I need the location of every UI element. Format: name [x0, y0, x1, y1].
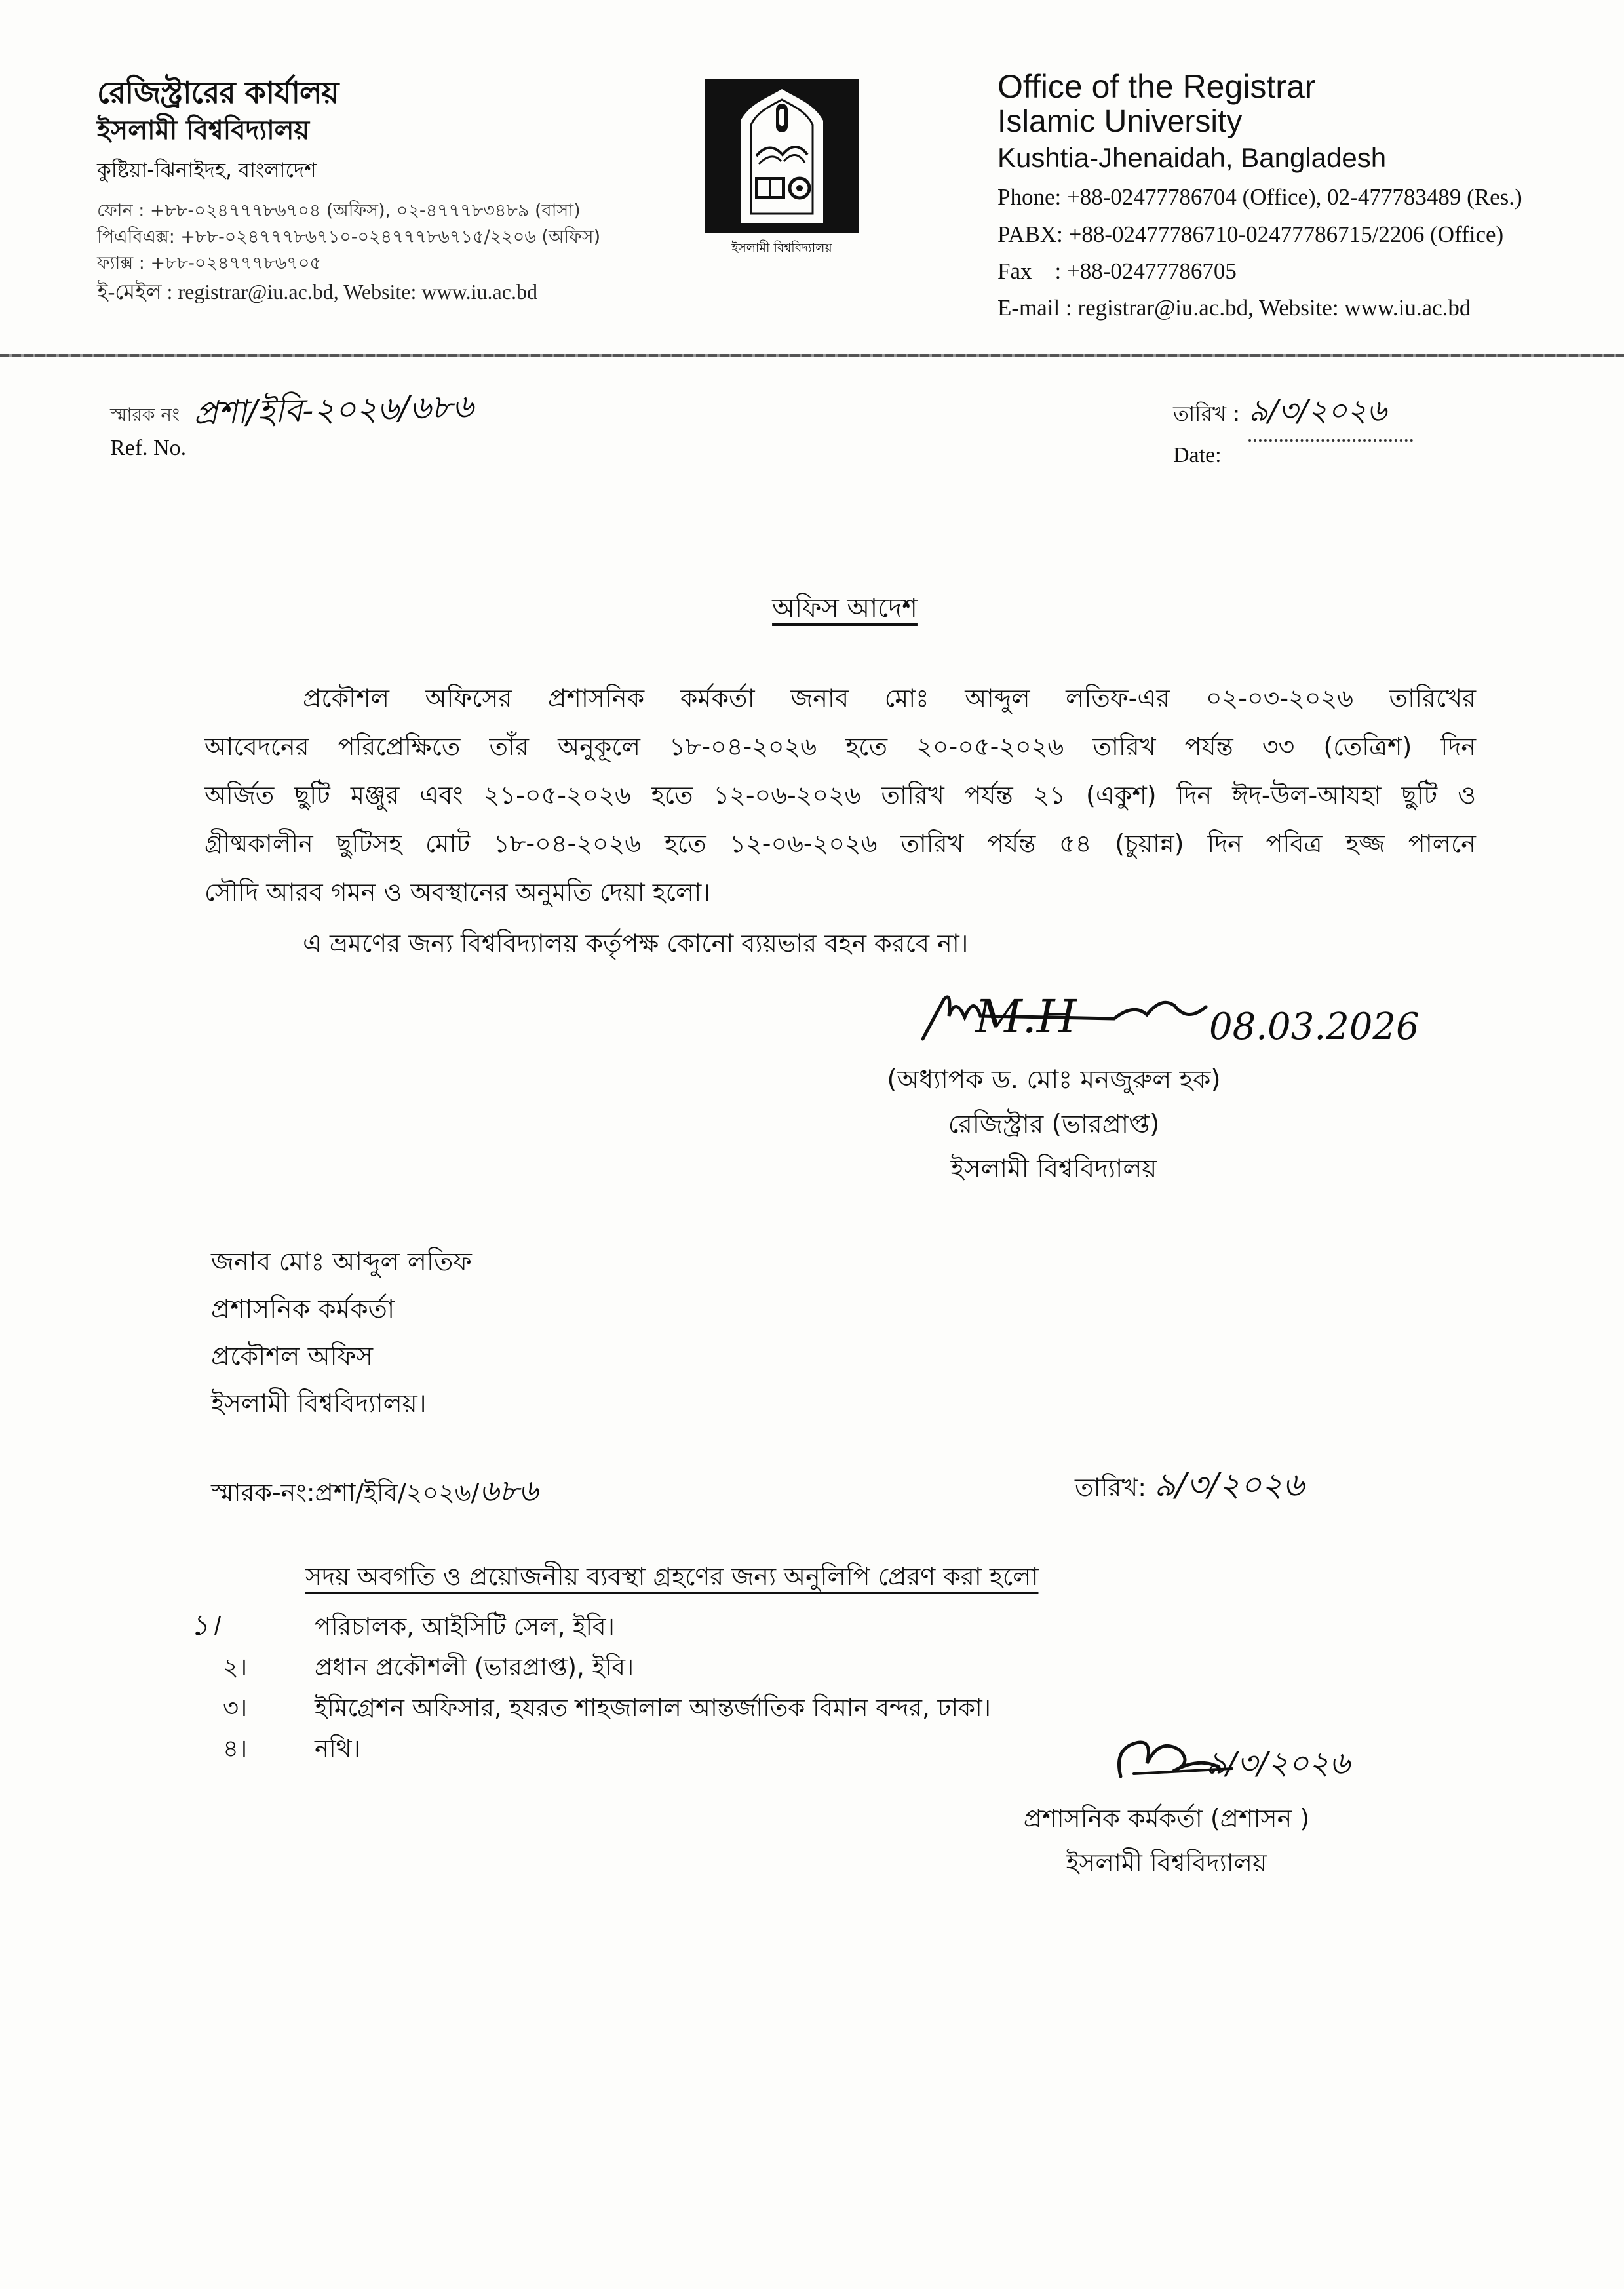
copy-ref: [211, 1468, 538, 1518]
order-line-2: আবেদনের পরিপ্রেক্ষিতে তাঁর অনুকূলে ১৮-০৪-২০২৬ হতে ২০-০৫-২০২৬ তারিখ পর্যন্ত ৩৩ (তেত্রিশ) দিন: [204, 732, 1476, 761]
location-bn: কুষ্টিয়া-ঝিনাইদহ, বাংলাদেশ: [97, 159, 317, 182]
date-block: [1173, 388, 1540, 468]
office-title-bn: রেজিস্ট্রারের কার্যালয়: [97, 75, 339, 110]
registrar-signature: [918, 977, 1481, 1062]
university-logo: [704, 77, 860, 255]
registrar-title: রেজিস্ট্রার (ভারপ্রাপ্ত): [948, 1110, 1160, 1139]
list-number: ১।: [190, 1609, 220, 1642]
list-item: [190, 1607, 1239, 1648]
signature-date: 08.03.2026: [1209, 1006, 1420, 1048]
email-bn: ই-মেইল : registrar@iu.ac.bd, Website: www.iu.ac.bd: [97, 280, 537, 303]
location-en: Kushtia-Jhenaidah, Bangladesh: [997, 142, 1387, 173]
list-item: [190, 1689, 1239, 1729]
recipient-block: [211, 1239, 472, 1428]
order-note: এ ভ্রমণের জন্য বিশ্ববিদ্যালয় কর্তৃপক্ষ কোনো ব্যয়ভার বহন করবে না।: [303, 929, 969, 958]
logo-caption: ইসলামী বিশ্ববিদ্যালয়: [731, 241, 832, 255]
registrar-org: ইসলামী বিশ্ববিদ্যালয়: [950, 1154, 1157, 1184]
university-name-bn: ইসলামী বিশ্ববিদ্যালয়: [97, 115, 310, 146]
pabx-en: PABX: +88-02477786710-02477786715/2206 (Office): [997, 222, 1504, 247]
date-label-bn: তারিখ :: [1173, 401, 1241, 426]
list-text: পরিচালক, আইসিটি সেল, ইবি।: [315, 1613, 615, 1641]
list-text: নথি।: [315, 1734, 360, 1763]
letterhead-left: [97, 73, 674, 307]
recipient-name: জনাব মোঃ আব্দুল লতিফ: [211, 1247, 472, 1277]
order-line-3: অর্জিত ছুটি মঞ্জুর এবং ২১-০৫-২০২৬ হতে ১২-০৬-২০২৬ তারিখ পর্যন্ত ২১ (একুশ) দিন ঈদ-উল-আযহা ছুটি ও: [204, 781, 1476, 810]
copy-date-handwritten: ৯/৩/২০২৬: [1154, 1466, 1304, 1504]
letterhead-right: [997, 68, 1587, 326]
date-handwritten: ৯/৩/২০২৬: [1248, 388, 1412, 442]
crest-icon: [704, 77, 860, 235]
order-line-5: সৌদি আরব গমন ও অবস্থানের অনুমতি দেয়া হলো।: [204, 878, 710, 907]
list-text: প্রধান প্রকৌশলী (ভারপ্রাপ্ত), ইবি।: [315, 1653, 634, 1681]
copy-to-heading: সদয় অবগতি ও প্রয়োজনীয় ব্যবস্থা গ্রহণের জন্য অনুলিপি প্রেরণ করা হলো: [305, 1562, 1039, 1591]
fax-en: Fax : +88-02477786705: [997, 258, 1237, 284]
recipient-office: প্রকৌশল অফিস: [211, 1342, 373, 1371]
order-line-1: প্রকৌশল অফিসের প্রশাসনিক কর্মকর্তা জনাব মোঃ আব্দুল লতিফ-এর ০২-০৩-২০২৬ তারিখের: [303, 684, 1476, 713]
ref-block: [110, 385, 700, 461]
list-number: ৩।: [223, 1694, 248, 1722]
order-heading: অফিস আদেশ: [772, 593, 918, 623]
copy-signatory-block: [937, 1796, 1396, 1885]
phone-en: Phone: +88-02477786704 (Office), 02-477783489 (Res.): [997, 184, 1522, 210]
list-item: [190, 1729, 1239, 1770]
letterhead-divider: [0, 354, 1624, 357]
copy-ref-number: ৬৮৬: [479, 1473, 539, 1508]
copy-sign-date: ৯/৩/২০২৬: [1206, 1745, 1350, 1782]
date-label-en: Date:: [1173, 443, 1222, 467]
phone-bn: ফোন : +৮৮-০২৪৭৭৭৮৬৭০৪ (অফিস), ০২-৪৭৭৭৮৩৪৮৯ (বাসা): [97, 201, 581, 221]
registrar-name: (অধ্যাপক ড. মোঃ মনজুরুল হক): [887, 1065, 1221, 1095]
ref-number-handwritten: প্রশা/ইবি-২০২৬/৬৮৬: [193, 387, 474, 433]
copy-signature: [1108, 1731, 1475, 1790]
signature-initials: M.H: [975, 990, 1077, 1044]
fax-bn: ফ্যাক্স : +৮৮-০২৪৭৭৭৮৬৭০৫: [97, 253, 321, 273]
office-title-en: Office of the Registrar: [997, 68, 1316, 105]
pabx-bn: পিএবিএক্স: +৮৮-০২৪৭৭৭৮৬৭১০-০২৪৭৭৭৮৬৭১৫/২২০৬ (অফিস): [97, 227, 601, 247]
registrar-block: [824, 1058, 1283, 1192]
list-number: ২।: [223, 1653, 248, 1681]
copy-signatory-title: প্রশাসনিক কর্মকর্তা (প্রশাসন ): [1023, 1804, 1310, 1833]
copy-ref-label: স্মারক-নং:প্রশা/ইবি/২০২৬/: [211, 1478, 480, 1507]
copy-date: [1075, 1460, 1304, 1515]
order-paragraph: [204, 674, 1476, 916]
ref-label-bn: স্মারক নং: [110, 404, 180, 425]
list-item: [190, 1648, 1239, 1689]
copy-signatory-org: ইসলামী বিশ্ববিদ্যালয়: [1066, 1849, 1267, 1877]
email-en: E-mail : registrar@iu.ac.bd, Website: www.iu.ac.bd: [997, 295, 1471, 321]
order-line-4: গ্রীষ্মকালীন ছুটিসহ মোট ১৮-০৪-২০২৬ হতে ১২-০৬-২০২৬ তারিখ পর্যন্ত ৫৪ (চুয়ান্ন) দিন পবিত্র হজ্জ পালনে: [204, 829, 1476, 858]
ref-label-en: Ref. No.: [110, 436, 187, 460]
copy-list: [190, 1607, 1239, 1770]
list-text: ইমিগ্রেশন অফিসার, হযরত শাহজালাল আন্তর্জাতিক বিমান বন্দর, ঢাকা।: [315, 1694, 992, 1722]
recipient-org: ইসলামী বিশ্ববিদ্যালয়।: [211, 1389, 427, 1418]
list-number: ৪।: [223, 1734, 248, 1763]
copy-date-label: তারিখ:: [1075, 1473, 1147, 1502]
recipient-designation: প্রশাসনিক কর্মকর্তা: [211, 1295, 395, 1324]
university-name-en: Islamic University: [997, 104, 1243, 139]
